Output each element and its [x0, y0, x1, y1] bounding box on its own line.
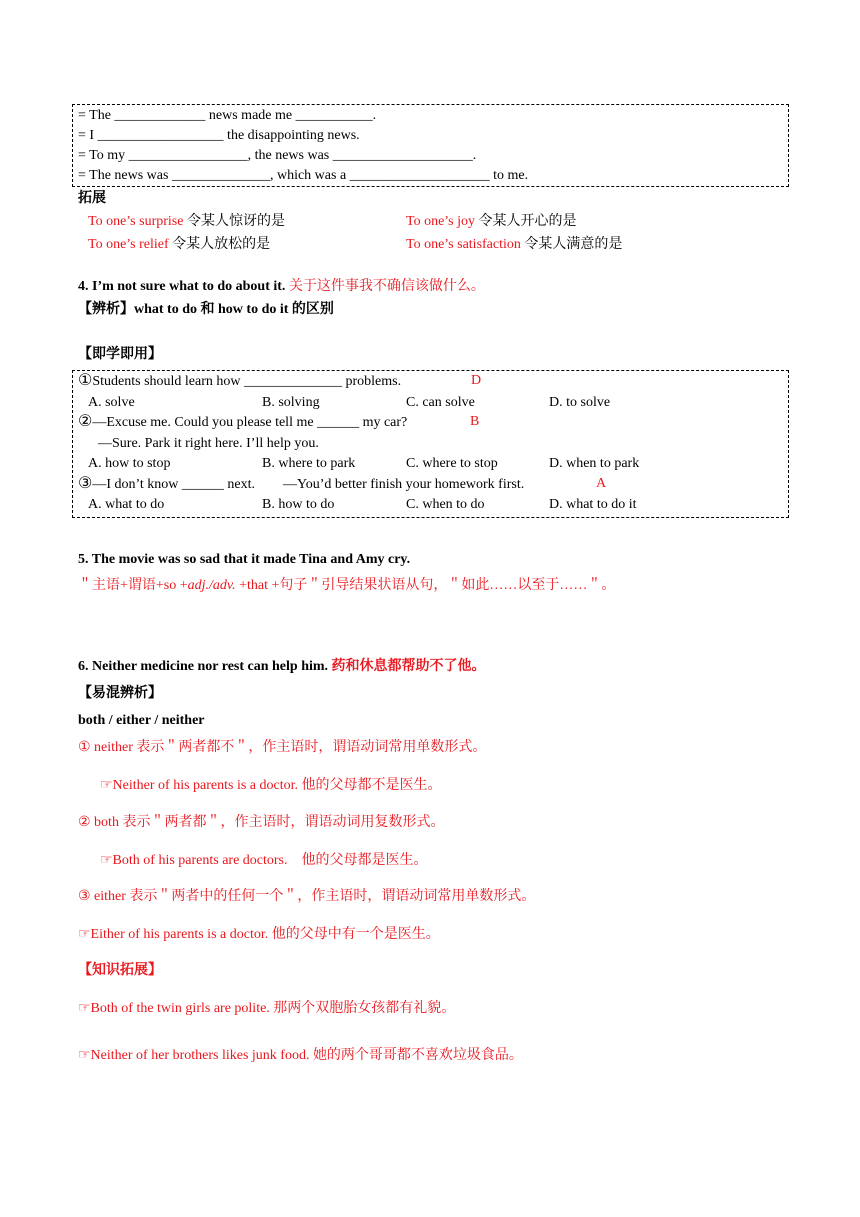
section-6-point-1: ① neither 表示＂两者都不＂，作主语时，谓语动词常用单数形式。: [78, 740, 487, 755]
section-5-title: 5. The movie was so sad that it made Tina and Amy cry.: [78, 552, 411, 567]
quiz-q2-number: ②: [78, 413, 93, 430]
quiz-q2-stem: [78, 413, 407, 432]
section-4-title: [78, 278, 485, 296]
quiz-q3-stem: [78, 475, 524, 494]
quiz-q2-option-c: C. where to stop: [406, 456, 498, 471]
section-6-translation: 药和休息都帮助不了他。: [331, 659, 486, 674]
quiz-q1-answer: D: [471, 373, 482, 388]
section-6-knowledge-2: ☞Neither of her brothers likes junk food. 她的两个哥哥都不喜欢垃圾食品。: [78, 1048, 523, 1063]
extension-en: To one’s relief: [88, 237, 169, 252]
extension-cn: 令某人放松的是: [172, 237, 271, 252]
quiz-q1-number: ①: [78, 372, 93, 389]
section-6-words: both / either / neither: [78, 713, 205, 728]
quiz-q3-option-a: A. what to do: [88, 497, 165, 512]
quiz-q2-option-a: A. how to stop: [88, 456, 171, 471]
section-6-title: [78, 658, 486, 676]
section-6-knowledge-heading: 【知识拓展】: [78, 963, 162, 978]
quiz-q3-option-c: C. when to do: [406, 497, 485, 512]
section-6-example-3: ☞Either of his parents is a doctor. 他的父母中有一个是医生。: [78, 927, 440, 942]
section-5-note-italic: adj./adv.: [187, 578, 236, 593]
extension-item-2: [406, 213, 577, 231]
quiz-q3-answer: A: [596, 476, 607, 491]
section-4-analysis: 【辨析】what to do 和 how to do it 的区别: [78, 302, 334, 317]
quiz-q2-response: —Sure. Park it right here. I’ll help you.: [98, 436, 319, 451]
section-4-translation: 关于这件事我不确信该做什么。: [288, 279, 485, 294]
section-6-example-1: ☞Neither of his parents is a doctor. 他的父母都不是医生。: [100, 778, 442, 793]
rewrite-line-3: = To my _________________, the news was ____________________.: [78, 148, 477, 163]
section-5-note: [78, 577, 615, 595]
quiz-q3-option-d: D. what to do it: [549, 497, 637, 512]
extension-item-3: [88, 236, 270, 254]
section-5-note-post: +that +句子＂引导结果状语从句，＂如此……以至于……＂。: [235, 578, 616, 593]
extension-cn: 令某人满意的是: [524, 237, 623, 252]
rewrite-line-4: = The news was ______________, which was a ____________________ to me.: [78, 168, 529, 183]
section-6-confuse-heading: 【易混辨析】: [78, 686, 162, 701]
section-4-sentence: 4. I’m not sure what to do about it.: [78, 279, 286, 294]
extension-heading: 拓展: [78, 191, 106, 206]
extension-en: To one’s surprise: [88, 214, 184, 229]
quiz-q2-text: —Excuse me. Could you please tell me ______ my car?: [92, 415, 408, 430]
quiz-q3-text: —I don’t know ______ next. —You’d better finish your homework first.: [92, 477, 525, 492]
quiz-q1-option-c: C. can solve: [406, 395, 475, 410]
quiz-q1-text: Students should learn how ______________ problems.: [92, 374, 402, 389]
quiz-q2-option-d: D. when to park: [549, 456, 640, 471]
extension-item-4: [406, 236, 622, 254]
quiz-q1-option-b: B. solving: [262, 395, 320, 410]
quiz-q2-answer: B: [470, 414, 480, 429]
quiz-q1-option-d: D. to solve: [549, 395, 611, 410]
quiz-q1-stem: [78, 372, 401, 391]
extension-en: To one’s joy: [406, 214, 476, 229]
section-6-point-3: ③ either 表示＂两者中的任何一个＂，作主语时，谓语动词常用单数形式。: [78, 889, 536, 904]
quiz-q1-option-a: A. solve: [88, 395, 135, 410]
extension-cn: 令某人开心的是: [478, 214, 577, 229]
section-4-practice-heading: 【即学即用】: [78, 347, 162, 362]
section-6-sentence: 6. Neither medicine nor rest can help him.: [78, 659, 329, 674]
extension-en: To one’s satisfaction: [406, 237, 521, 252]
extension-cn: 令某人惊讶的是: [186, 214, 285, 229]
rewrite-line-1: = The _____________ news made me ___________.: [78, 108, 377, 123]
section-5-note-pre: ＂主语+谓语+so +: [78, 578, 188, 593]
section-6-example-2: ☞Both of his parents are doctors. 他的父母都是医生。: [100, 853, 428, 868]
rewrite-line-2: = I __________________ the disappointing news.: [78, 128, 360, 143]
quiz-q3-option-b: B. how to do: [262, 497, 335, 512]
section-6-point-2: ② both 表示＂两者都＂，作主语时，谓语动词用复数形式。: [78, 815, 445, 830]
extension-item-1: [88, 213, 285, 231]
quiz-q3-number: ③: [78, 475, 93, 492]
quiz-q2-option-b: B. where to park: [262, 456, 356, 471]
section-6-knowledge-1: ☞Both of the twin girls are polite. 那两个双胞胎女孩都有礼貌。: [78, 1001, 456, 1016]
